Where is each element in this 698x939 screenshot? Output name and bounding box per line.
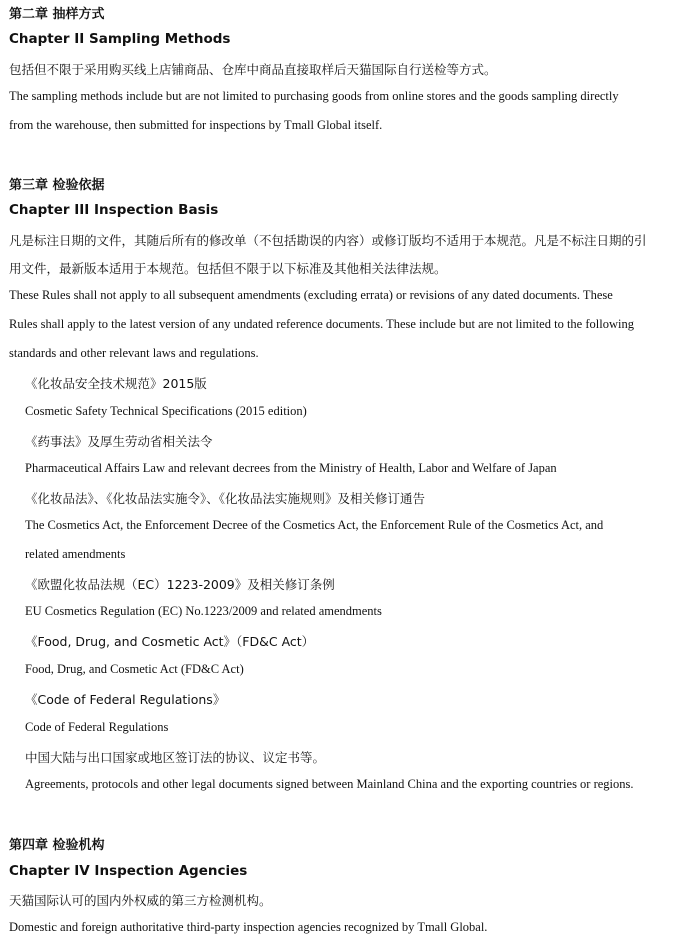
chapter-4-title-en: Chapter IV Inspection Agencies bbox=[9, 863, 248, 879]
standard-5-zh: 《Food, Drug, and Cosmetic Act》（FD&C Act） bbox=[25, 634, 315, 649]
chapter-2-title-zh: 第二章 抽样方式 bbox=[9, 7, 105, 22]
chapter-4-body-en: Domestic and foreign authoritative third-party inspection agencies recognized by Tmall Global. bbox=[9, 920, 488, 934]
chapter-2-title-en: Chapter II Sampling Methods bbox=[9, 31, 231, 47]
chapter-4-body-zh: 天猫国际认可的国内外权威的第三方检测机构。 bbox=[9, 893, 272, 908]
chapter-4-title-zh: 第四章 检验机构 bbox=[9, 838, 105, 853]
standard-3-zh: 《化妆品法》、《化妆品法实施令》、《化妆品法实施规则》及相关修订通告 bbox=[25, 491, 426, 506]
chapter-3-title-en: Chapter III Inspection Basis bbox=[9, 202, 219, 218]
chapter-3-body-en-line-3: standards and other relevant laws and regulations. bbox=[9, 346, 259, 360]
chapter-3-title-zh: 第三章 检验依据 bbox=[9, 178, 105, 193]
standard-2-en: Pharmaceutical Affairs Law and relevant decrees from the Ministry of Health, Labor and Welfare of Japan bbox=[25, 461, 557, 475]
standard-7-en: Agreements, protocols and other legal documents signed between Mainland China and the exporting countries or regions. bbox=[25, 777, 634, 791]
standard-4-zh: 《欧盟化妆品法规（EC）1223-2009》及相关修订条例 bbox=[25, 577, 335, 592]
chapter-3-body-en-line-2: Rules shall apply to the latest version of any undated reference documents. These include but are not limited to the following bbox=[9, 317, 634, 331]
standard-4-en: EU Cosmetics Regulation (EC) No.1223/2009 and related amendments bbox=[25, 604, 382, 618]
standard-1-zh: 《化妆品安全技术规范》2015版 bbox=[25, 376, 207, 391]
chapter-2-body-zh: 包括但不限于采用购买线上店铺商品、仓库中商品直接取样后天猫国际自行送检等方式。 bbox=[9, 62, 497, 77]
chapter-3-body-en-line-1: These Rules shall not apply to all subsequent amendments (excluding errata) or revisions of any dated documents. These bbox=[9, 288, 613, 302]
standard-1-en: Cosmetic Safety Technical Specifications (2015 edition) bbox=[25, 404, 307, 418]
standard-5-en: Food, Drug, and Cosmetic Act (FD&C Act) bbox=[25, 662, 244, 676]
standard-3-en-line-2: related amendments bbox=[25, 547, 126, 561]
chapter-3-body-zh-line-1: 凡是标注日期的文件，其随后所有的修改单（不包括勘误的内容）或修订版均不适用于本规范。凡是不标注日期的引 bbox=[9, 233, 647, 248]
standard-7-zh: 中国大陆与出口国家或地区签订法的协议、议定书等。 bbox=[25, 750, 326, 765]
chapter-2-body-en-line-2: from the warehouse, then submitted for inspections by Tmall Global itself. bbox=[9, 118, 383, 132]
standard-6-en: Code of Federal Regulations bbox=[25, 720, 169, 734]
chapter-2-body-en-line-1: The sampling methods include but are not limited to purchasing goods from online stores and the goods sampling directly bbox=[9, 89, 619, 103]
standard-2-zh: 《药事法》及厚生劳动省相关法令 bbox=[25, 434, 213, 449]
chapter-3-body-zh-line-2: 用文件，最新版本适用于本规范。包括但不限于以下标准及其他相关法律法规。 bbox=[9, 261, 447, 276]
standard-3-en-line-1: The Cosmetics Act, the Enforcement Decree of the Cosmetics Act, the Enforcement Rule of the Cosmetics Act, and bbox=[25, 518, 604, 532]
standard-6-zh: 《Code of Federal Regulations》 bbox=[25, 692, 226, 707]
